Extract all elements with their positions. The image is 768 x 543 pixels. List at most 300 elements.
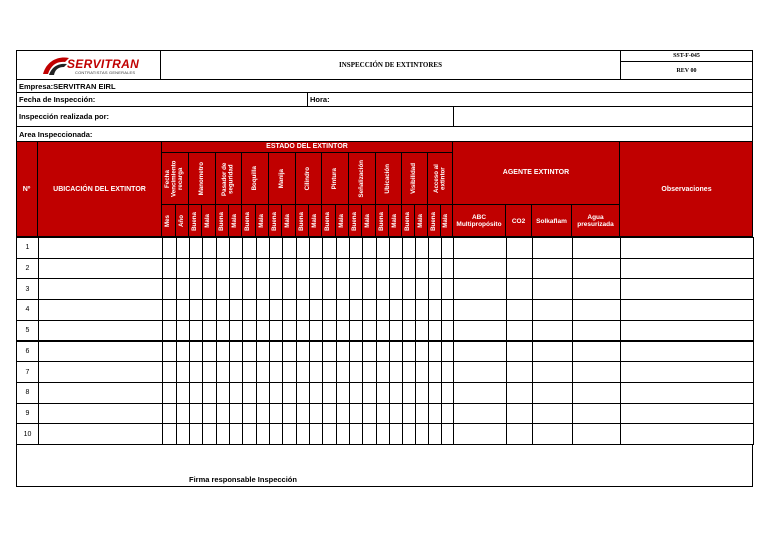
check-cell[interactable] — [296, 320, 310, 342]
check-cell[interactable] — [506, 423, 533, 445]
check-cell[interactable] — [282, 258, 297, 280]
check-cell[interactable] — [309, 237, 323, 259]
check-cell[interactable] — [282, 361, 297, 383]
check-cell[interactable] — [506, 237, 533, 259]
ubicacion-cell[interactable] — [38, 320, 163, 342]
check-cell[interactable] — [389, 361, 403, 383]
check-cell[interactable] — [202, 403, 217, 425]
check-cell[interactable] — [242, 341, 257, 363]
check-cell[interactable] — [428, 403, 442, 425]
check-cell[interactable] — [189, 278, 203, 300]
check-cell[interactable] — [189, 382, 203, 404]
estado-sub-header — [362, 205, 376, 237]
check-cell[interactable] — [349, 299, 363, 321]
hora-field[interactable]: Hora: — [307, 92, 753, 107]
check-cell[interactable] — [428, 237, 442, 259]
check-cell[interactable] — [322, 299, 337, 321]
observaciones-cell[interactable] — [620, 278, 754, 300]
check-cell[interactable] — [572, 361, 621, 383]
check-cell[interactable] — [242, 423, 257, 445]
check-cell[interactable] — [532, 361, 573, 383]
check-cell[interactable] — [402, 361, 416, 383]
check-cell[interactable] — [402, 341, 416, 363]
ubicacion-cell[interactable] — [38, 361, 163, 383]
check-cell[interactable] — [202, 361, 217, 383]
check-cell[interactable] — [336, 382, 350, 404]
logo-subtitle: CONTRATISTAS GENERALES — [75, 70, 136, 75]
check-cell[interactable] — [309, 278, 323, 300]
check-cell[interactable] — [415, 278, 429, 300]
check-cell[interactable] — [532, 382, 573, 404]
check-cell[interactable] — [296, 278, 310, 300]
check-cell[interactable] — [415, 299, 429, 321]
check-cell[interactable] — [296, 237, 310, 259]
check-cell[interactable] — [349, 423, 363, 445]
check-cell[interactable] — [402, 237, 416, 259]
check-cell[interactable] — [415, 237, 429, 259]
check-cell[interactable] — [309, 382, 323, 404]
check-cell[interactable] — [415, 382, 429, 404]
check-cell[interactable] — [428, 299, 442, 321]
check-cell[interactable] — [402, 403, 416, 425]
check-cell[interactable] — [572, 341, 621, 363]
check-cell[interactable] — [349, 278, 363, 300]
check-cell[interactable] — [162, 278, 177, 300]
check-cell[interactable] — [428, 341, 442, 363]
observaciones-cell[interactable] — [620, 361, 754, 383]
check-cell[interactable] — [176, 403, 190, 425]
check-cell[interactable] — [336, 320, 350, 342]
check-cell[interactable] — [242, 278, 257, 300]
check-cell[interactable] — [269, 341, 283, 363]
check-cell[interactable] — [242, 382, 257, 404]
check-cell[interactable] — [256, 320, 270, 342]
check-cell[interactable] — [428, 423, 442, 445]
check-cell[interactable] — [349, 320, 363, 342]
check-cell[interactable] — [202, 278, 217, 300]
check-cell[interactable] — [415, 423, 429, 445]
check-cell[interactable] — [296, 258, 310, 280]
check-cell[interactable] — [189, 320, 203, 342]
empresa-field[interactable]: Empresa:SERVITRAN EIRL — [16, 79, 753, 93]
check-cell[interactable] — [376, 258, 390, 280]
check-cell[interactable] — [362, 237, 377, 259]
check-cell[interactable] — [162, 341, 177, 363]
check-cell[interactable] — [176, 423, 190, 445]
check-cell[interactable] — [202, 341, 217, 363]
check-cell[interactable] — [389, 382, 403, 404]
check-cell[interactable] — [402, 299, 416, 321]
check-cell[interactable] — [162, 258, 177, 280]
check-cell[interactable] — [282, 341, 297, 363]
check-cell[interactable] — [376, 361, 390, 383]
observaciones-cell[interactable] — [620, 403, 754, 425]
check-cell[interactable] — [336, 361, 350, 383]
check-cell[interactable] — [296, 341, 310, 363]
check-cell[interactable] — [309, 299, 323, 321]
inspeccion-realizada-field[interactable]: Inspección realizada por: — [16, 106, 454, 127]
check-cell[interactable] — [176, 361, 190, 383]
row-number: 1 — [16, 237, 39, 259]
check-cell[interactable] — [216, 403, 230, 425]
check-cell[interactable] — [176, 278, 190, 300]
check-cell[interactable] — [349, 258, 363, 280]
check-cell[interactable] — [402, 278, 416, 300]
estado-group-header — [269, 153, 296, 205]
check-cell[interactable] — [269, 237, 283, 259]
check-cell[interactable] — [309, 361, 323, 383]
check-cell[interactable] — [229, 278, 243, 300]
check-cell[interactable] — [506, 278, 533, 300]
check-cell[interactable] — [202, 237, 217, 259]
check-cell[interactable] — [362, 278, 377, 300]
check-cell[interactable] — [256, 382, 270, 404]
check-cell[interactable] — [376, 423, 390, 445]
check-cell[interactable] — [376, 278, 390, 300]
check-cell[interactable] — [349, 341, 363, 363]
check-cell[interactable] — [532, 403, 573, 425]
check-cell[interactable] — [229, 382, 243, 404]
check-cell[interactable] — [282, 299, 297, 321]
estado-sub-label: Buena — [403, 211, 411, 231]
ubicacion-cell[interactable] — [38, 341, 163, 363]
estado-sub-header — [441, 205, 453, 237]
check-cell[interactable] — [532, 341, 573, 363]
check-cell[interactable] — [216, 423, 230, 445]
check-cell[interactable] — [296, 299, 310, 321]
check-cell[interactable] — [256, 403, 270, 425]
check-cell[interactable] — [376, 320, 390, 342]
check-cell[interactable] — [269, 278, 283, 300]
observaciones-cell[interactable] — [620, 320, 754, 342]
observaciones-cell[interactable] — [620, 423, 754, 445]
check-cell[interactable] — [362, 341, 377, 363]
check-cell[interactable] — [336, 237, 350, 259]
check-cell[interactable] — [216, 237, 230, 259]
fecha-inspeccion-field[interactable]: Fecha de Inspección: — [16, 92, 308, 107]
check-cell[interactable] — [282, 423, 297, 445]
check-cell[interactable] — [242, 320, 257, 342]
check-cell[interactable] — [362, 382, 377, 404]
check-cell[interactable] — [362, 320, 377, 342]
check-cell[interactable] — [453, 341, 507, 363]
check-cell[interactable] — [216, 382, 230, 404]
check-cell[interactable] — [202, 423, 217, 445]
check-cell[interactable] — [202, 320, 217, 342]
check-cell[interactable] — [309, 341, 323, 363]
check-cell[interactable] — [189, 341, 203, 363]
check-cell[interactable] — [336, 299, 350, 321]
check-cell[interactable] — [349, 361, 363, 383]
check-cell[interactable] — [229, 320, 243, 342]
check-cell[interactable] — [242, 258, 257, 280]
check-cell[interactable] — [506, 341, 533, 363]
check-cell[interactable] — [453, 361, 507, 383]
inspeccion-realizada-value[interactable] — [453, 106, 753, 127]
check-cell[interactable] — [202, 382, 217, 404]
check-cell[interactable] — [572, 403, 621, 425]
observaciones-cell[interactable] — [620, 382, 754, 404]
check-cell[interactable] — [189, 237, 203, 259]
check-cell[interactable] — [428, 258, 442, 280]
check-cell[interactable] — [376, 299, 390, 321]
check-cell[interactable] — [415, 341, 429, 363]
check-cell[interactable] — [376, 403, 390, 425]
check-cell[interactable] — [572, 320, 621, 342]
check-cell[interactable] — [428, 320, 442, 342]
check-cell[interactable] — [269, 361, 283, 383]
check-cell[interactable] — [309, 403, 323, 425]
ubicacion-cell[interactable] — [38, 237, 163, 259]
check-cell[interactable] — [256, 361, 270, 383]
check-cell[interactable] — [269, 320, 283, 342]
check-cell[interactable] — [389, 237, 403, 259]
check-cell[interactable] — [336, 403, 350, 425]
check-cell[interactable] — [389, 403, 403, 425]
check-cell[interactable] — [532, 278, 573, 300]
check-cell[interactable] — [256, 341, 270, 363]
agente-solkaflam: Solkaflam — [532, 205, 572, 237]
check-cell[interactable] — [229, 361, 243, 383]
ubicacion-cell[interactable] — [38, 299, 163, 321]
check-cell[interactable] — [309, 320, 323, 342]
check-cell[interactable] — [453, 237, 507, 259]
row-number: 10 — [16, 423, 39, 445]
observaciones-cell[interactable] — [620, 299, 754, 321]
check-cell[interactable] — [389, 423, 403, 445]
check-cell[interactable] — [336, 341, 350, 363]
check-cell[interactable] — [176, 299, 190, 321]
check-cell[interactable] — [229, 237, 243, 259]
check-cell[interactable] — [189, 258, 203, 280]
check-cell[interactable] — [229, 423, 243, 445]
ubicacion-cell[interactable] — [38, 423, 163, 445]
check-cell[interactable] — [216, 299, 230, 321]
check-cell[interactable] — [189, 403, 203, 425]
check-cell[interactable] — [162, 403, 177, 425]
estado-sub-header — [309, 205, 322, 237]
check-cell[interactable] — [336, 423, 350, 445]
check-cell[interactable] — [376, 382, 390, 404]
check-cell[interactable] — [532, 320, 573, 342]
check-cell[interactable] — [415, 361, 429, 383]
check-cell[interactable] — [572, 423, 621, 445]
check-cell[interactable] — [428, 382, 442, 404]
check-cell[interactable] — [296, 382, 310, 404]
estado-group-label: Boquilla — [250, 166, 258, 191]
check-cell[interactable] — [415, 403, 429, 425]
check-cell[interactable] — [242, 361, 257, 383]
check-cell[interactable] — [162, 320, 177, 342]
check-cell[interactable] — [428, 278, 442, 300]
check-cell[interactable] — [453, 278, 507, 300]
check-cell[interactable] — [229, 258, 243, 280]
check-cell[interactable] — [269, 423, 283, 445]
check-cell[interactable] — [256, 237, 270, 259]
check-cell[interactable] — [453, 258, 507, 280]
check-cell[interactable] — [296, 361, 310, 383]
check-cell[interactable] — [453, 423, 507, 445]
check-cell[interactable] — [216, 320, 230, 342]
check-cell[interactable] — [296, 423, 310, 445]
check-cell[interactable] — [349, 403, 363, 425]
check-cell[interactable] — [322, 403, 337, 425]
check-cell[interactable] — [242, 299, 257, 321]
ubicacion-cell[interactable] — [38, 403, 163, 425]
check-cell[interactable] — [176, 237, 190, 259]
check-cell[interactable] — [309, 258, 323, 280]
estado-sub-label: Buena — [190, 211, 198, 231]
check-cell[interactable] — [532, 423, 573, 445]
check-cell[interactable] — [506, 299, 533, 321]
check-cell[interactable] — [402, 382, 416, 404]
check-cell[interactable] — [176, 320, 190, 342]
check-cell[interactable] — [322, 361, 337, 383]
check-cell[interactable] — [229, 403, 243, 425]
estado-sub-label: Buena — [217, 211, 225, 231]
check-cell[interactable] — [402, 320, 416, 342]
check-cell[interactable] — [216, 341, 230, 363]
estado-sub-header — [296, 205, 309, 237]
check-cell[interactable] — [349, 382, 363, 404]
check-cell[interactable] — [242, 237, 257, 259]
check-cell[interactable] — [322, 382, 337, 404]
check-cell[interactable] — [189, 361, 203, 383]
check-cell[interactable] — [362, 361, 377, 383]
check-cell[interactable] — [229, 299, 243, 321]
check-cell[interactable] — [532, 237, 573, 259]
check-cell[interactable] — [532, 299, 573, 321]
check-cell[interactable] — [572, 382, 621, 404]
check-cell[interactable] — [376, 237, 390, 259]
estado-sub-label: Mala — [442, 214, 450, 228]
check-cell[interactable] — [309, 423, 323, 445]
check-cell[interactable] — [216, 258, 230, 280]
check-cell[interactable] — [336, 258, 350, 280]
estado-sub-label: Mala — [204, 214, 212, 228]
check-cell[interactable] — [282, 320, 297, 342]
check-cell[interactable] — [362, 299, 377, 321]
check-cell[interactable] — [453, 403, 507, 425]
check-cell[interactable] — [242, 403, 257, 425]
check-cell[interactable] — [506, 320, 533, 342]
estado-sub-header — [282, 205, 296, 237]
check-cell[interactable] — [572, 278, 621, 300]
check-cell[interactable] — [202, 299, 217, 321]
check-cell[interactable] — [162, 382, 177, 404]
check-cell[interactable] — [362, 423, 377, 445]
estado-sub-header — [415, 205, 428, 237]
check-cell[interactable] — [402, 258, 416, 280]
check-cell[interactable] — [269, 403, 283, 425]
check-cell[interactable] — [256, 258, 270, 280]
check-cell[interactable] — [162, 237, 177, 259]
check-cell[interactable] — [189, 299, 203, 321]
check-cell[interactable] — [216, 278, 230, 300]
check-cell[interactable] — [389, 341, 403, 363]
check-cell[interactable] — [362, 403, 377, 425]
check-cell[interactable] — [162, 423, 177, 445]
check-cell[interactable] — [202, 258, 217, 280]
check-cell[interactable] — [322, 341, 337, 363]
observaciones-cell[interactable] — [620, 258, 754, 280]
check-cell[interactable] — [572, 237, 621, 259]
estado-sub-header — [269, 205, 282, 237]
check-cell[interactable] — [428, 361, 442, 383]
area-inspeccionada-field[interactable]: Area Inspeccionada: — [16, 126, 753, 142]
estado-sub-label: Mala — [364, 214, 372, 228]
check-cell[interactable] — [229, 341, 243, 363]
check-cell[interactable] — [189, 423, 203, 445]
check-cell[interactable] — [282, 382, 297, 404]
check-cell[interactable] — [162, 361, 177, 383]
check-cell[interactable] — [282, 403, 297, 425]
check-cell[interactable] — [269, 382, 283, 404]
ubicacion-cell[interactable] — [38, 258, 163, 280]
check-cell[interactable] — [376, 341, 390, 363]
check-cell[interactable] — [282, 237, 297, 259]
estado-sub-label: Mala — [416, 214, 424, 228]
check-cell[interactable] — [282, 278, 297, 300]
estado-group-label: Acceso al extintor — [432, 164, 446, 193]
check-cell[interactable] — [506, 382, 533, 404]
check-cell[interactable] — [256, 278, 270, 300]
check-cell[interactable] — [415, 320, 429, 342]
check-cell[interactable] — [389, 258, 403, 280]
observaciones-cell[interactable] — [620, 237, 754, 259]
check-cell[interactable] — [532, 258, 573, 280]
ubicacion-cell[interactable] — [38, 278, 163, 300]
check-cell[interactable] — [162, 299, 177, 321]
check-cell[interactable] — [572, 299, 621, 321]
check-cell[interactable] — [296, 403, 310, 425]
check-cell[interactable] — [256, 423, 270, 445]
check-cell[interactable] — [216, 361, 230, 383]
observaciones-cell[interactable] — [620, 341, 754, 363]
check-cell[interactable] — [322, 320, 337, 342]
check-cell[interactable] — [389, 320, 403, 342]
check-cell[interactable] — [322, 258, 337, 280]
check-cell[interactable] — [322, 278, 337, 300]
check-cell[interactable] — [415, 258, 429, 280]
check-cell[interactable] — [453, 320, 507, 342]
check-cell[interactable] — [506, 361, 533, 383]
check-cell[interactable] — [506, 258, 533, 280]
check-cell[interactable] — [453, 299, 507, 321]
check-cell[interactable] — [269, 299, 283, 321]
check-cell[interactable] — [176, 258, 190, 280]
check-cell[interactable] — [572, 258, 621, 280]
check-cell[interactable] — [269, 258, 283, 280]
check-cell[interactable] — [322, 237, 337, 259]
check-cell[interactable] — [336, 278, 350, 300]
check-cell[interactable] — [389, 278, 403, 300]
firma-box[interactable] — [16, 444, 753, 487]
check-cell[interactable] — [402, 423, 416, 445]
check-cell[interactable] — [389, 299, 403, 321]
check-cell[interactable] — [176, 341, 190, 363]
check-cell[interactable] — [349, 237, 363, 259]
ubicacion-cell[interactable] — [38, 382, 163, 404]
check-cell[interactable] — [506, 403, 533, 425]
check-cell[interactable] — [256, 299, 270, 321]
check-cell[interactable] — [322, 423, 337, 445]
estado-sub-header — [189, 205, 202, 237]
check-cell[interactable] — [362, 258, 377, 280]
check-cell[interactable] — [176, 382, 190, 404]
estado-group-label: Ubicación — [384, 163, 392, 194]
check-cell[interactable] — [453, 382, 507, 404]
